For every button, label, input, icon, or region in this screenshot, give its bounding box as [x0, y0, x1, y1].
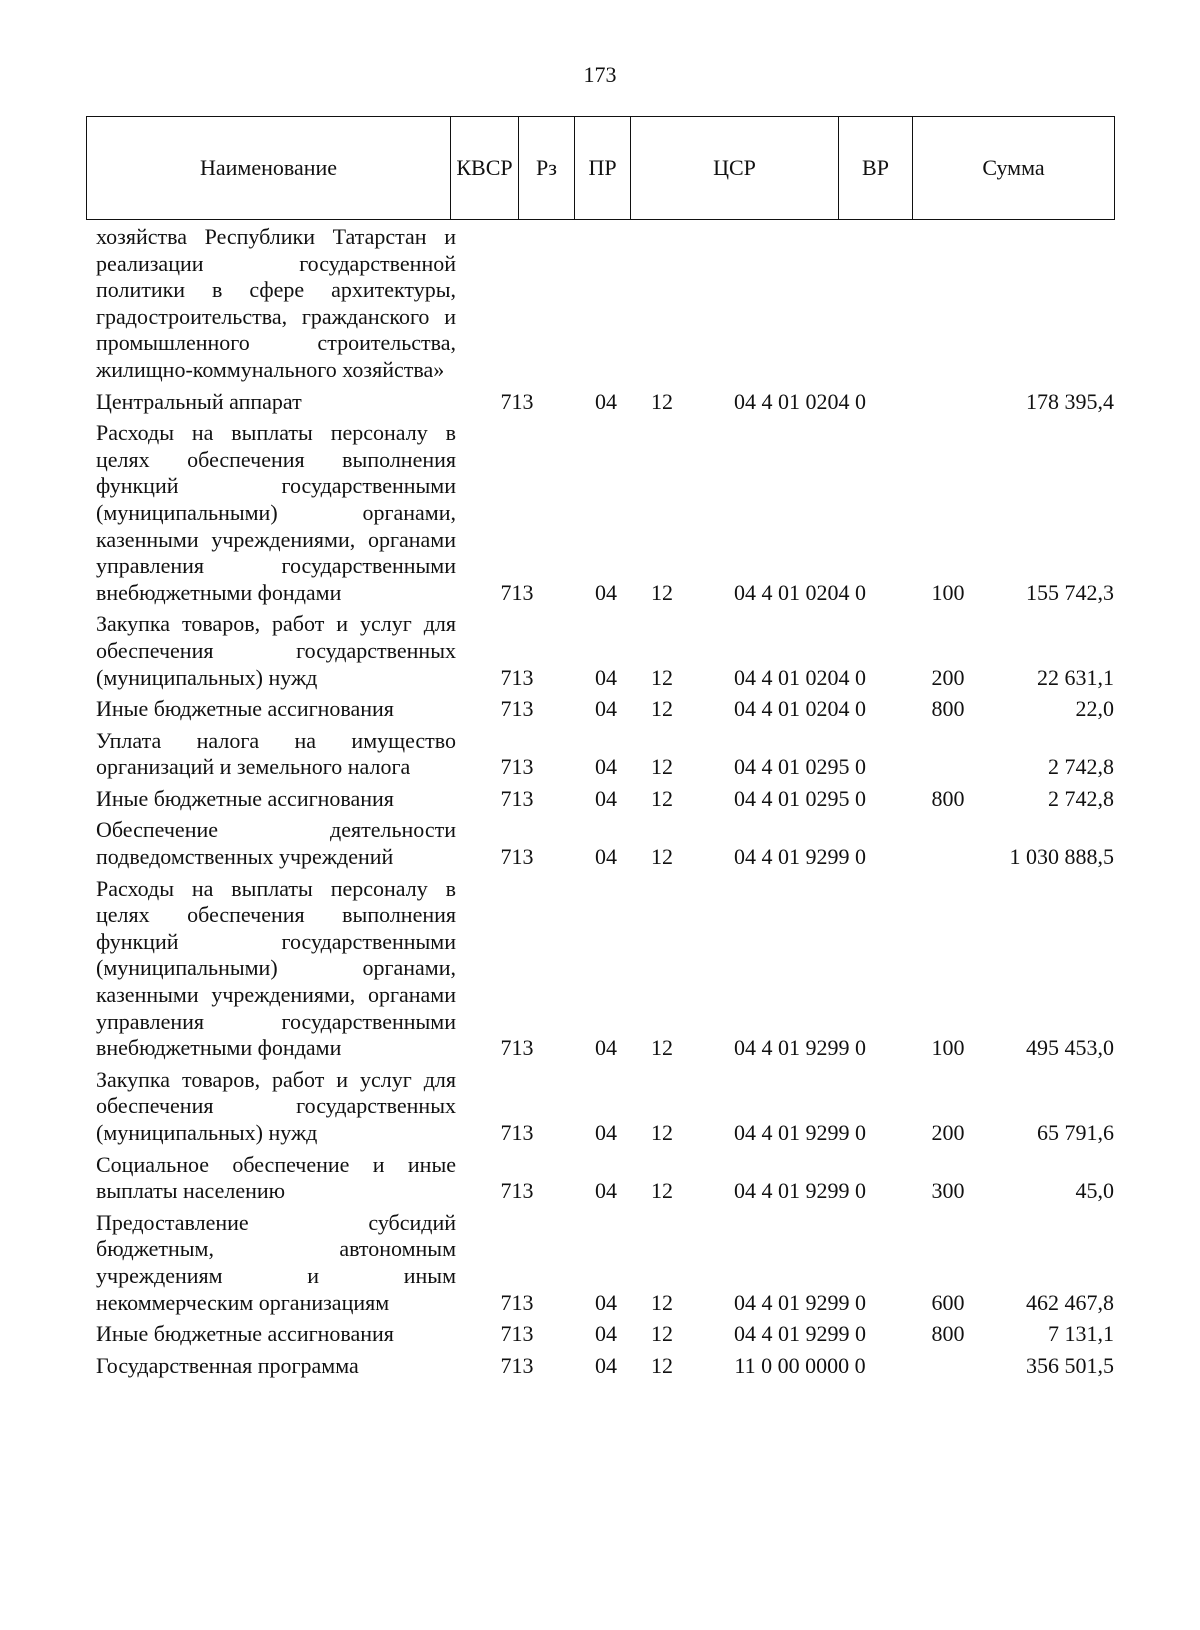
table-row — [86, 224, 1114, 384]
cell-vr: 800 — [931, 785, 965, 811]
column-header-vr: ВР — [839, 117, 913, 220]
table-row — [86, 1321, 1114, 1348]
cell-pr: 12 — [651, 1035, 673, 1061]
cell-pr: 12 — [651, 388, 673, 414]
cell-sum: 462 467,8 — [1026, 1289, 1114, 1315]
cell-kvsr: 713 — [500, 785, 534, 811]
table-row — [86, 389, 1114, 416]
cell-sum: 2 742,8 — [1048, 754, 1114, 780]
cell-rz: 04 — [595, 1352, 617, 1378]
cell-name: Иные бюджетные ассигнования — [96, 696, 394, 722]
cell-pr: 12 — [651, 1178, 673, 1204]
cell-rz: 04 — [595, 388, 617, 414]
cell-pr: 12 — [651, 664, 673, 690]
cell-csr: 04 4 01 0295 0 — [734, 785, 866, 811]
cell-name: Обеспечение деятельности подведомственных учреждений — [96, 817, 456, 870]
cell-csr: 04 4 01 9299 0 — [734, 844, 866, 870]
cell-rz: 04 — [595, 1035, 617, 1061]
cell-vr: 200 — [931, 1120, 965, 1145]
cell-sum: 7 131,1 — [1048, 1321, 1114, 1347]
cell-name: Государственная программа — [96, 1352, 359, 1378]
cell-pr: 12 — [651, 1321, 673, 1347]
cell-csr: 04 4 01 0204 0 — [734, 579, 866, 605]
cell-sum: 45,0 — [1075, 1178, 1114, 1204]
cell-sum: 178 395,4 — [1026, 388, 1114, 414]
cell-name: Уплата налога на имущество организаций и земельного налога — [96, 727, 456, 780]
table-row — [86, 1152, 1114, 1205]
cell-pr: 12 — [651, 844, 673, 870]
column-header-rz: Рз — [519, 117, 575, 220]
cell-rz: 04 — [595, 754, 617, 780]
column-header-name: Наименование — [87, 117, 451, 220]
column-header-pr: ПР — [575, 117, 631, 220]
table-row — [86, 728, 1114, 781]
cell-kvsr: 713 — [500, 664, 534, 690]
cell-name: Центральный аппарат — [96, 388, 302, 414]
cell-csr: 04 4 01 9299 0 — [734, 1178, 866, 1204]
cell-kvsr: 713 — [500, 1035, 534, 1061]
cell-csr: 04 4 01 9299 0 — [734, 1120, 866, 1145]
cell-kvsr: 713 — [500, 1321, 534, 1347]
cell-vr: 600 — [931, 1289, 965, 1315]
table-row — [86, 1353, 1114, 1380]
table-body — [86, 224, 1114, 1384]
cell-kvsr: 713 — [500, 1352, 534, 1378]
cell-rz: 04 — [595, 1178, 617, 1204]
cell-vr: 100 — [931, 579, 965, 605]
cell-csr: 11 0 00 0000 0 — [734, 1352, 866, 1378]
cell-sum: 22 631,1 — [1037, 664, 1114, 690]
cell-sum: 495 453,0 — [1026, 1035, 1114, 1061]
table-row — [86, 786, 1114, 813]
table-row — [86, 696, 1114, 723]
cell-csr: 04 4 01 9299 0 — [734, 1321, 866, 1347]
cell-rz: 04 — [595, 1321, 617, 1347]
cell-sum: 155 742,3 — [1026, 579, 1114, 605]
cell-sum: 2 742,8 — [1048, 785, 1114, 811]
cell-vr: 200 — [931, 664, 965, 690]
cell-pr: 12 — [651, 696, 673, 722]
cell-name: Расходы на выплаты персоналу в целях обеспечения выполнения функций государственными (муниципальными) органами, казенными учреждениями, органами управления государственными внебюджетными фондами — [96, 875, 456, 1061]
column-header-csr: ЦСР — [631, 117, 839, 220]
cell-csr: 04 4 01 0295 0 — [734, 754, 866, 780]
cell-kvsr: 713 — [500, 754, 534, 780]
cell-csr: 04 4 01 9299 0 — [734, 1035, 866, 1061]
cell-csr: 04 4 01 0204 0 — [734, 388, 866, 414]
cell-name: Иные бюджетные ассигнования — [96, 1321, 394, 1347]
cell-name: Иные бюджетные ассигнования — [96, 785, 394, 811]
cell-rz: 04 — [595, 664, 617, 690]
cell-vr: 300 — [931, 1178, 965, 1204]
column-header-sum: Сумма — [913, 117, 1115, 220]
cell-kvsr: 713 — [500, 579, 534, 605]
cell-rz: 04 — [595, 844, 617, 870]
cell-pr: 12 — [651, 754, 673, 780]
cell-kvsr: 713 — [500, 1289, 534, 1315]
cell-pr: 12 — [651, 579, 673, 605]
cell-kvsr: 713 — [500, 1178, 534, 1204]
cell-name: Закупка товаров, работ и услуг для обеспечения государственных (муниципальных) нужд — [96, 611, 456, 690]
cell-vr: 100 — [931, 1035, 965, 1061]
cell-kvsr: 713 — [500, 844, 534, 870]
cell-name: Закупка товаров, работ и услуг для обеспечения государственных (муниципальных) нужд — [96, 1066, 456, 1145]
cell-name: Расходы на выплаты персоналу в целях обеспечения выполнения функций государственными (муниципальными) органами, казенными учреждениями, органами управления государственными внебюджетными фондами — [96, 420, 456, 605]
cell-csr: 04 4 01 0204 0 — [734, 696, 866, 722]
cell-rz: 04 — [595, 1289, 617, 1315]
cell-pr: 12 — [651, 1352, 673, 1378]
cell-kvsr: 713 — [500, 388, 534, 414]
table-row — [86, 876, 1114, 1062]
cell-pr: 12 — [651, 1120, 673, 1145]
table-row — [86, 817, 1114, 870]
cell-sum: 1 030 888,5 — [1009, 844, 1114, 870]
table-row — [86, 1210, 1114, 1316]
cell-name: Предоставление субсидий бюджетным, автономным учреждениям и иным некоммерческим организациям — [96, 1209, 456, 1315]
cell-kvsr: 713 — [500, 1120, 534, 1145]
cell-rz: 04 — [595, 696, 617, 722]
table-row — [86, 420, 1114, 606]
cell-sum: 65 791,6 — [1037, 1120, 1114, 1145]
cell-sum: 356 501,5 — [1026, 1352, 1114, 1378]
cell-vr: 800 — [931, 1321, 965, 1347]
cell-name: хозяйства Республики Татарстан и реализации государственной политики в сфере архитектуры, градостроительства, гражданского и промышленного строительства, жилищно-коммунального хозяйства» — [96, 224, 456, 382]
cell-name: Социальное обеспечение и иные выплаты населению — [96, 1151, 456, 1204]
cell-vr: 800 — [931, 696, 965, 722]
cell-rz: 04 — [595, 785, 617, 811]
table-header — [86, 116, 1115, 220]
cell-kvsr: 713 — [500, 696, 534, 722]
cell-pr: 12 — [651, 785, 673, 811]
cell-csr: 04 4 01 9299 0 — [734, 1289, 866, 1315]
table-row — [86, 1067, 1114, 1147]
cell-sum: 22,0 — [1075, 696, 1114, 722]
cell-pr: 12 — [651, 1289, 673, 1315]
cell-csr: 04 4 01 0204 0 — [734, 664, 866, 690]
column-header-kvsr: КВСР — [451, 117, 519, 220]
table-row — [86, 611, 1114, 691]
cell-rz: 04 — [595, 1120, 617, 1145]
cell-rz: 04 — [595, 579, 617, 605]
page-number: 173 — [583, 62, 617, 87]
